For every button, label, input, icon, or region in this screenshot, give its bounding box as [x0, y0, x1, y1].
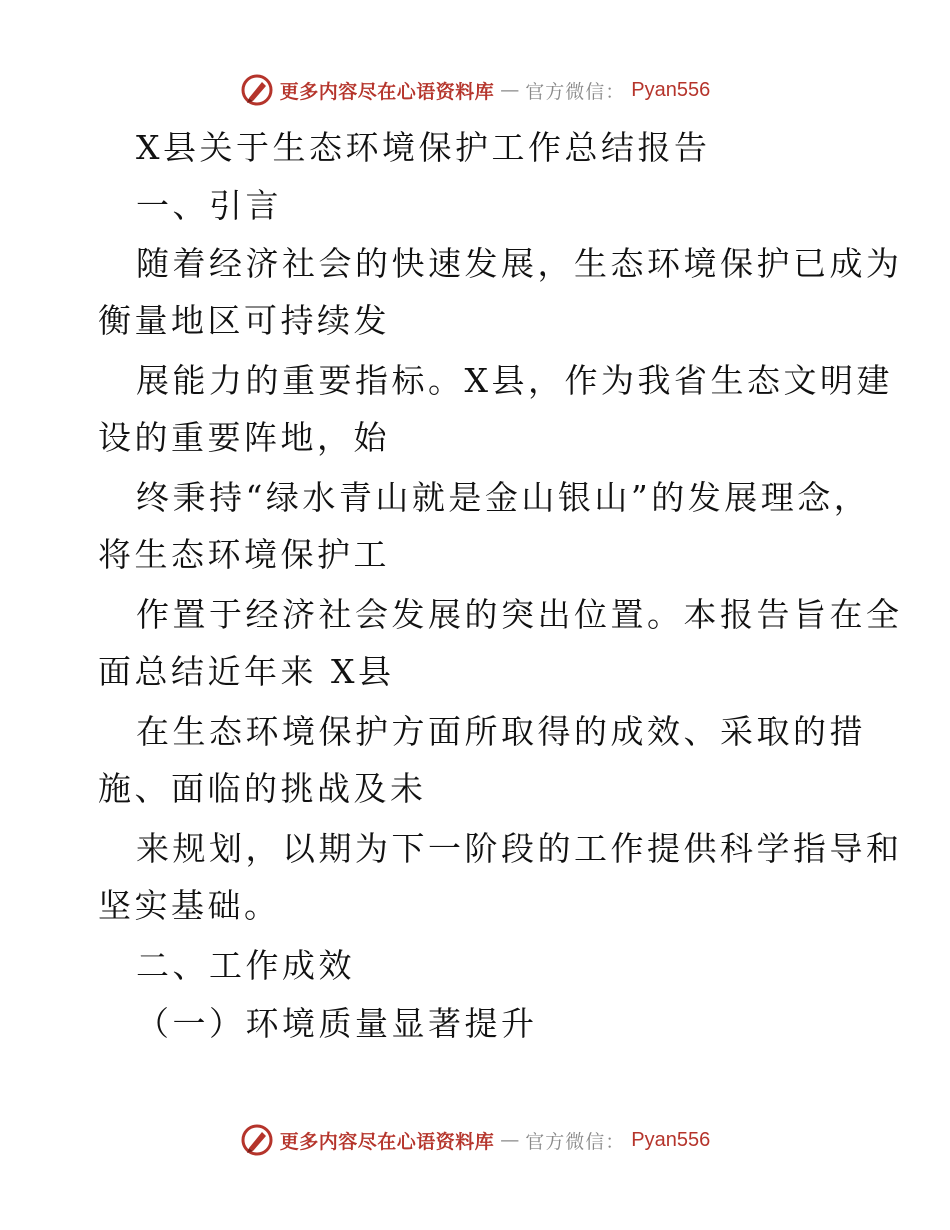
watermark-official-label: 官方微信：	[525, 1130, 626, 1153]
paragraph-line: 面总结近年来 X县	[98, 652, 395, 691]
paragraph-line: 施、面临的挑战及未	[98, 769, 427, 808]
paragraph-line: 展能力的重要指标。X县，作为我省生态文明建	[136, 361, 893, 400]
pen-logo-icon	[240, 1123, 274, 1157]
paragraph-line: 设的重要阵地，始	[98, 418, 390, 457]
watermark-text: 更多内容尽在心语资料库	[279, 1130, 495, 1153]
watermark-dash: —	[500, 79, 520, 101]
pen-logo-icon	[240, 73, 274, 107]
paragraph-line: 作置于经济社会发展的突出位置。本报告旨在全	[136, 595, 903, 634]
watermark-wechat-id: Pyan556	[631, 78, 711, 101]
document-title: X县关于生态环境保护工作总结报告	[136, 128, 711, 167]
subsection-heading: （一）环境质量显著提升	[136, 1004, 538, 1043]
watermark-text: 更多内容尽在心语资料库	[279, 80, 495, 103]
watermark-header	[0, 70, 950, 110]
paragraph-line: 终秉持“绿水青山就是金山银山”的发展理念，	[136, 478, 871, 517]
paragraph-line: 来规划，以期为下一阶段的工作提供科学指导和	[136, 829, 903, 868]
watermark-wechat-id: Pyan556	[631, 1128, 711, 1151]
paragraph-line: 将生态环境保护工	[98, 535, 390, 574]
paragraph-line: 随着经济社会的快速发展，生态环境保护已成为	[136, 244, 903, 283]
watermark-official-label: 官方微信：	[525, 80, 626, 103]
paragraph-line: 衡量地区可持续发	[98, 301, 390, 340]
watermark-dash: —	[500, 1129, 520, 1151]
section-heading-results: 二、工作成效	[136, 946, 355, 985]
section-heading-intro: 一、引言	[136, 186, 282, 225]
paragraph-line: 在生态环境保护方面所取得的成效、采取的措	[136, 712, 866, 751]
watermark-footer	[0, 1120, 950, 1160]
paragraph-line: 坚实基础。	[98, 886, 281, 925]
